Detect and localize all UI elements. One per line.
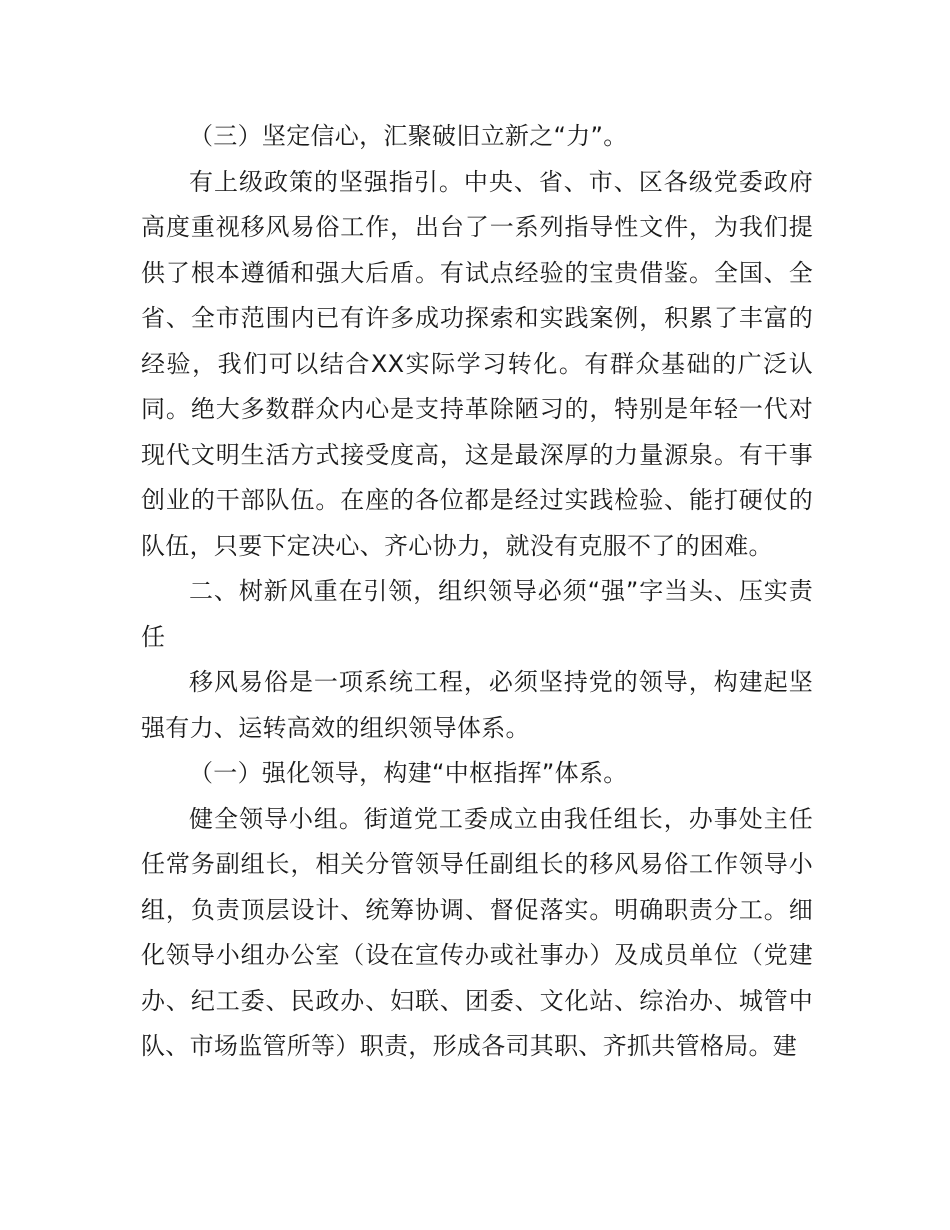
section-heading-strengthen-leadership: （一）强化领导，构建“中枢指挥”体系。	[189, 759, 628, 787]
chapter-heading-leadership: 二、树新风重在引领，组织领导必须“强”字当头、压实责任	[141, 577, 813, 651]
body-paragraph: 移风易俗是一项系统工程，必须坚持党的领导，构建起坚强有力、运转高效的组织领导体系。	[141, 668, 813, 742]
document-body	[141, 114, 813, 1070]
body-paragraph: 有上级政策的坚强指引。中央、省、市、区各级党委政府高度重视移风易俗工作，出台了一系列指导性文件，为我们提供了根本遵循和强大后盾。有试点经验的宝贵借鉴。全国、全省、全市范围内已有许多成功探索和实践案例，积累了丰富的经验，我们可以结合XX实际学习转化。有群众基础的广泛认同。绝大多数群众内心是支持革除陋习的，特别是年轻一代对现代文明生活方式接受度高，这是最深厚的力量源泉。有干事创业的干部队伍。在座的各位都是经过实践检验、能打硬仗的队伍，只要下定决心、齐心协力，就没有克服不了的困难。	[141, 167, 813, 560]
body-paragraph: 健全领导小组。街道党工委成立由我任组长，办事处主任任常务副组长，相关分管领导任副组长的移风易俗工作领导小组，负责顶层设计、统筹协调、督促落实。明确职责分工。细化领导小组办公室（设在宣传办或社事办）及成员单位（党建办、纪工委、民政办、妇联、团委、文化站、综治办、城管中队、市场监管所等）职责，形成各司其职、齐抓共管格局。建	[141, 804, 813, 1060]
section-heading-confidence: （三）坚定信心，汇聚破旧立新之“力”。	[189, 122, 628, 150]
